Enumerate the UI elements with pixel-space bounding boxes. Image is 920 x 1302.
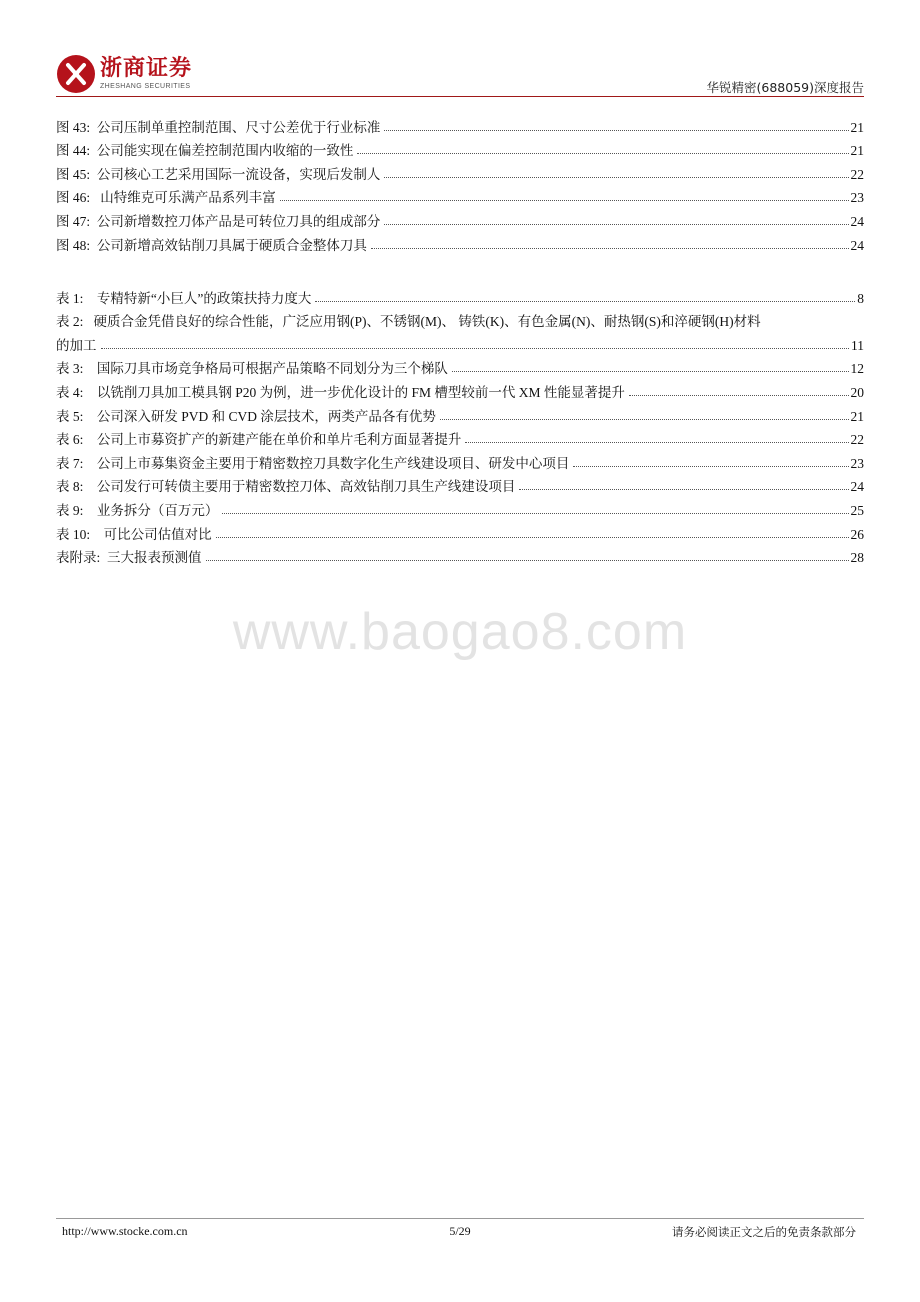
entry-label: 表 6: bbox=[56, 432, 84, 448]
entry-title: 专精特新“小巨人”的政策扶持力度大 bbox=[96, 290, 312, 306]
entry-page: 25 bbox=[850, 502, 864, 518]
toc-entry[interactable] bbox=[56, 230, 864, 254]
toc-entry[interactable] bbox=[56, 472, 864, 496]
toc-entry[interactable] bbox=[56, 283, 864, 307]
toc-entry[interactable] bbox=[56, 159, 864, 183]
toc-entry[interactable] bbox=[56, 307, 864, 354]
entry-page: 11 bbox=[851, 337, 864, 353]
entry-label: 表 10: bbox=[56, 526, 91, 542]
entry-title: 公司新增数控刀体产品是可转位刀具的组成部分 bbox=[96, 213, 381, 229]
entry-title: 公司深入研发 PVD 和 CVD 涂层技术，两类产品各有优势 bbox=[96, 408, 436, 424]
entry-page: 21 bbox=[850, 143, 864, 159]
dot-leader bbox=[315, 301, 855, 302]
dot-leader bbox=[216, 537, 849, 538]
entry-label: 表 8: bbox=[56, 479, 84, 495]
entry-label: 表 2: bbox=[56, 314, 84, 330]
watermark: www.baogao8.com bbox=[232, 603, 688, 661]
entry-page: 8 bbox=[857, 290, 864, 306]
dot-leader bbox=[357, 153, 848, 154]
entry-title: 可比公司估值对比 bbox=[103, 526, 212, 542]
dot-leader bbox=[465, 442, 848, 443]
entry-page: 26 bbox=[850, 526, 864, 542]
brand-logo bbox=[56, 54, 192, 94]
toc-entry[interactable] bbox=[56, 377, 864, 401]
entry-title: 硬质合金凭借良好的综合性能，广泛应用钢(P)、不锈钢(M)、 铸铁(K)、有色金属(N)、耐热钢(S)和淬硬钢(H)材料 bbox=[93, 314, 761, 330]
figure-list bbox=[56, 112, 864, 254]
toc-entry[interactable] bbox=[56, 425, 864, 449]
entry-page: 24 bbox=[850, 479, 864, 495]
toc-entry[interactable] bbox=[56, 519, 864, 543]
entry-title: 公司发行可转债主要用于精密数控刀体、高效钻削刀具生产线建设项目 bbox=[96, 479, 516, 495]
entry-title-continued: 的加工 bbox=[56, 337, 97, 353]
entry-title: 三大报表预测值 bbox=[107, 550, 202, 566]
entry-label: 图 47: bbox=[56, 213, 91, 229]
dot-leader bbox=[384, 130, 848, 131]
dot-leader bbox=[573, 466, 848, 467]
page-footer bbox=[56, 1224, 864, 1242]
entry-label: 图 46: bbox=[56, 190, 91, 206]
entry-title: 公司压制单重控制范围、尺寸公差优于行业标准 bbox=[96, 119, 381, 135]
entry-page: 23 bbox=[850, 455, 864, 471]
entry-label: 表 9: bbox=[56, 502, 84, 518]
entry-title: 以铣削刀具加工模具钢 P20 为例，进一步优化设计的 FM 槽型较前一代 XM 性能显著提升 bbox=[96, 384, 625, 400]
table-list bbox=[56, 283, 864, 566]
entry-page: 12 bbox=[850, 361, 864, 377]
entry-title: 山特维克可乐满产品系列丰富 bbox=[100, 190, 276, 206]
entry-label: 表附录: bbox=[56, 550, 101, 566]
footer-url-link[interactable]: http://www.stocke.com.cn bbox=[62, 1224, 188, 1238]
entry-title: 国际刀具市场竞争格局可根据产品策略不同划分为三个梯队 bbox=[96, 361, 448, 377]
zheshang-logo-icon bbox=[56, 54, 96, 94]
dot-leader bbox=[629, 395, 849, 396]
entry-label: 表 3: bbox=[56, 361, 84, 377]
report-title: 华锐精密(688059)深度报告 bbox=[706, 80, 864, 95]
entry-label: 表 4: bbox=[56, 384, 84, 400]
entry-title: 公司核心工艺采用国际一流设备，实现后发制人 bbox=[96, 166, 381, 182]
entry-page: 21 bbox=[850, 408, 864, 424]
footer-disclaimer: 请务必阅读正文之后的免责条款部分 bbox=[672, 1225, 856, 1239]
entry-page: 24 bbox=[850, 237, 864, 253]
entry-label: 图 48: bbox=[56, 237, 91, 253]
brand-name-en: ZHESHANG SECURITIES bbox=[100, 83, 191, 90]
entry-page: 21 bbox=[850, 119, 864, 135]
entry-label: 图 45: bbox=[56, 166, 91, 182]
brand-name-cn: 浙商证券 bbox=[100, 56, 193, 81]
dot-leader bbox=[280, 200, 849, 201]
entry-label: 图 43: bbox=[56, 119, 91, 135]
page-number: 5/29 bbox=[449, 1224, 471, 1238]
toc-entry[interactable] bbox=[56, 136, 864, 160]
entry-title: 公司能实现在偏差控制范围内收缩的一致性 bbox=[96, 143, 354, 159]
toc-entry[interactable] bbox=[56, 543, 864, 567]
entry-label: 表 1: bbox=[56, 290, 84, 306]
dot-leader bbox=[452, 371, 849, 372]
entry-page: 23 bbox=[850, 190, 864, 206]
toc-entry[interactable] bbox=[56, 401, 864, 425]
toc-entry[interactable] bbox=[56, 354, 864, 378]
dot-leader bbox=[101, 348, 850, 349]
toc-entry[interactable] bbox=[56, 206, 864, 230]
entry-page: 20 bbox=[850, 384, 864, 400]
entry-page: 24 bbox=[850, 213, 864, 229]
toc-entry[interactable] bbox=[56, 448, 864, 472]
entry-label: 表 5: bbox=[56, 408, 84, 424]
footer-divider bbox=[56, 1218, 864, 1219]
entry-title: 业务拆分（百万元） bbox=[96, 502, 219, 518]
header-divider bbox=[56, 96, 864, 97]
toc-entry[interactable] bbox=[56, 112, 864, 136]
dot-leader bbox=[519, 489, 848, 490]
entry-label: 图 44: bbox=[56, 143, 91, 159]
entry-page: 22 bbox=[850, 432, 864, 448]
dot-leader bbox=[384, 177, 848, 178]
entry-title: 公司新增高效钻削刀具属于硬质合金整体刀具 bbox=[96, 237, 367, 253]
toc-entry[interactable] bbox=[56, 495, 864, 519]
dot-leader bbox=[440, 419, 849, 420]
entry-title: 公司上市募集资金主要用于精密数控刀具数字化生产线建设项目、研发中心项目 bbox=[96, 455, 570, 471]
page-header bbox=[56, 50, 864, 100]
dot-leader bbox=[384, 224, 848, 225]
entry-page: 28 bbox=[850, 550, 864, 566]
dot-leader bbox=[206, 560, 849, 561]
dot-leader bbox=[371, 248, 849, 249]
entry-title: 公司上市募资扩产的新建产能在单价和单片毛利方面显著提升 bbox=[96, 432, 462, 448]
entry-page: 22 bbox=[850, 166, 864, 182]
toc-entry[interactable] bbox=[56, 183, 864, 207]
dot-leader bbox=[222, 513, 848, 514]
entry-label: 表 7: bbox=[56, 455, 84, 471]
